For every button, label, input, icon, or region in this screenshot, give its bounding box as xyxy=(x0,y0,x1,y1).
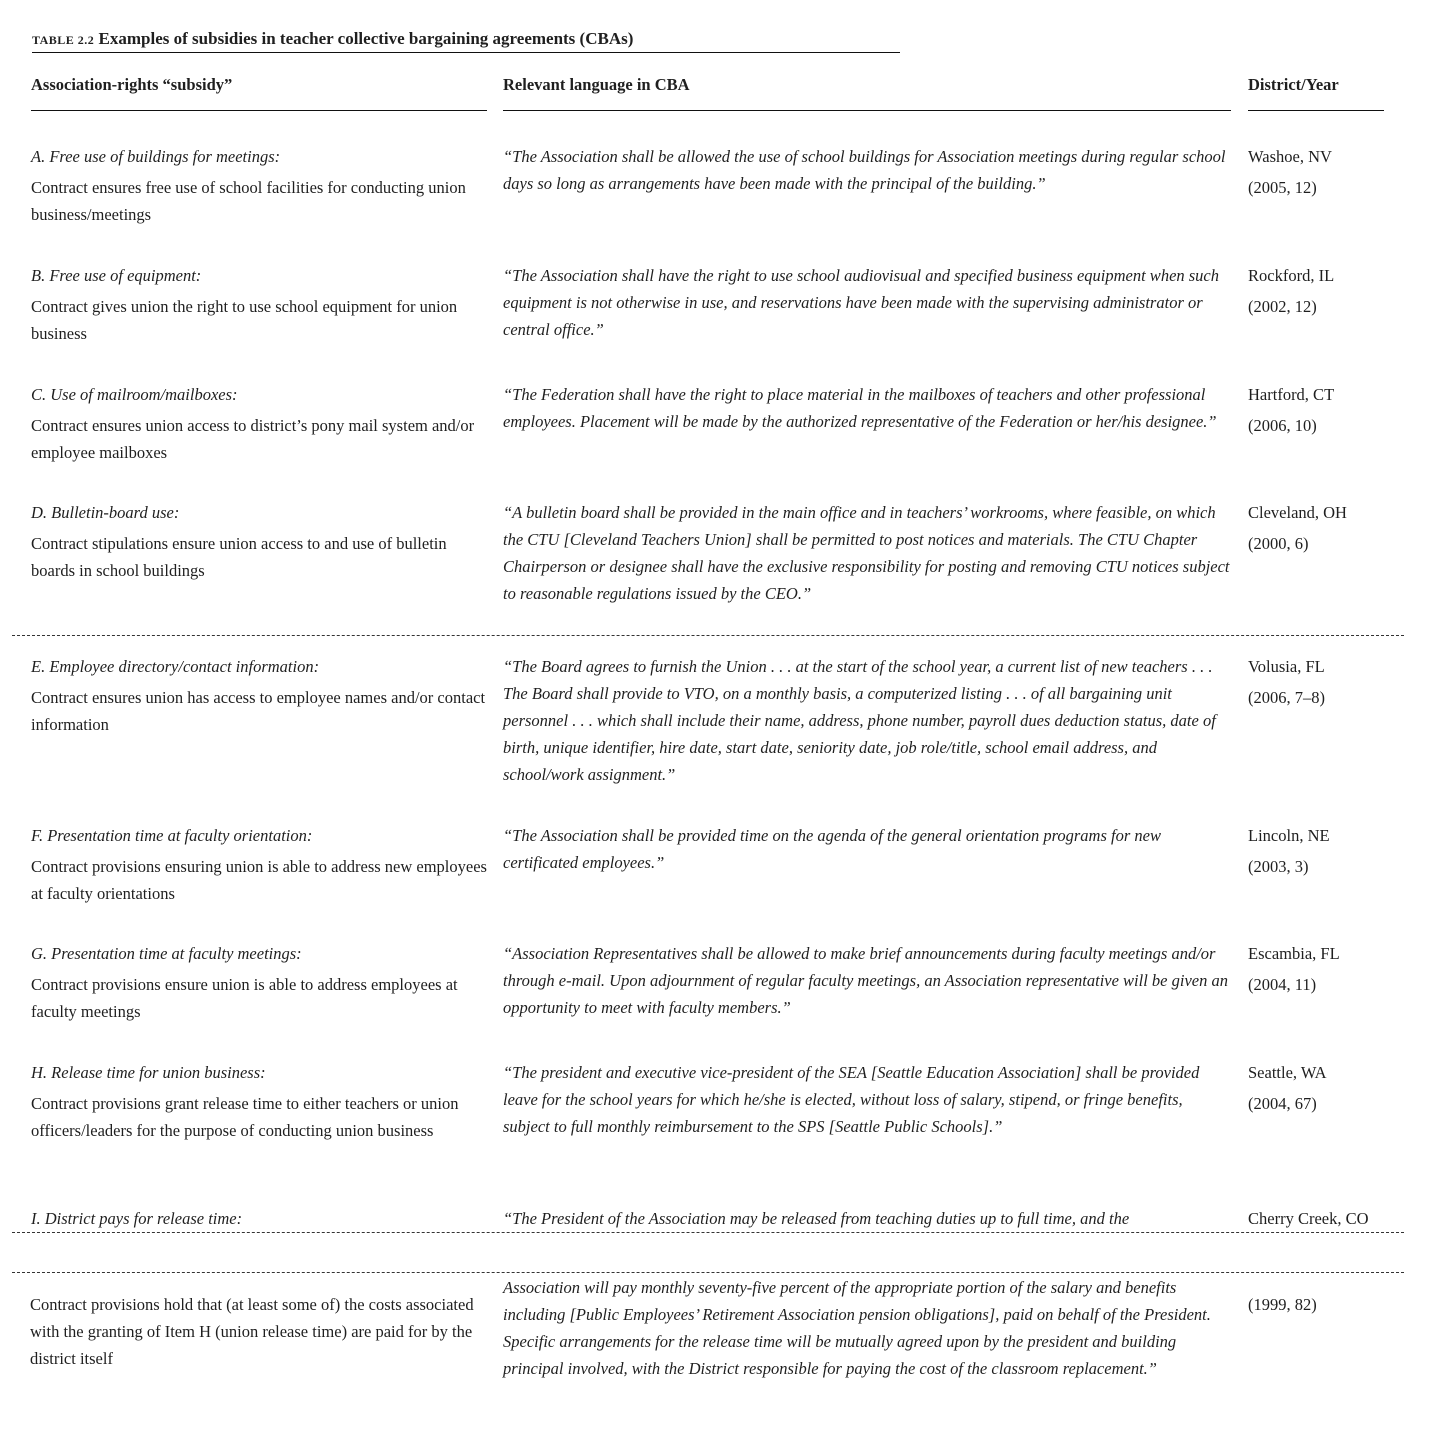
header-district xyxy=(1248,74,1384,111)
subsidy-title: I. District pays for release time: xyxy=(31,1209,243,1228)
table-caption: Examples of subsidies in teacher collective bargaining agreements (CBAs) xyxy=(98,29,634,48)
district: Washoe, NV xyxy=(1248,147,1332,166)
page-break-line xyxy=(12,1272,1404,1273)
year: (2004, 67) xyxy=(1248,1094,1317,1113)
cba-language: “A bulletin board shall be provided in the main office and in teachers’ workrooms, where feasible, on which the CTU [Cleveland Teachers Union] shall be permitted to post notices and materials. The CTU Chapter Chairperson or designee shall have the exclusive responsibility for posting and removing CTU notices subject to reasonable regulations issued by the CEO.” xyxy=(503,503,1230,603)
subsidy-title: H. Release time for union business: xyxy=(31,1063,266,1082)
subsidy-description: Contract ensures union access to district’s pony mail system and/or employee mailboxes xyxy=(31,416,475,462)
header-subsidy xyxy=(31,74,487,111)
district: Hartford, CT xyxy=(1248,385,1335,404)
district: Escambia, FL xyxy=(1248,944,1340,963)
page-break-line xyxy=(12,635,1404,636)
district: Seattle, WA xyxy=(1248,1063,1327,1082)
cba-language: “The Association shall be provided time on the agenda of the general orientation programs for new certificated employees.” xyxy=(503,826,1161,872)
district: Rockford, IL xyxy=(1248,266,1335,285)
year: (2005, 12) xyxy=(1248,178,1317,197)
subsidy-description: Contract provisions hold that (at least some of) the costs associated with the granting of Item H (union release time) are paid for by the district itself xyxy=(30,1295,474,1368)
header-subsidy-label: Association-rights “subsidy” xyxy=(31,75,233,94)
year: (1999, 82) xyxy=(1248,1295,1317,1314)
page-break-line xyxy=(12,1232,1404,1233)
subsidy-title: F. Presentation time at faculty orientation: xyxy=(31,826,313,845)
cba-language: “Association Representatives shall be allowed to make brief announcements during faculty meetings and/or through e-mail. Upon adjournment of regular faculty meetings, an Association representative will be given an opportunity to meet with faculty members.” xyxy=(503,944,1228,1017)
subsidy-title: C. Use of mailroom/mailboxes: xyxy=(31,385,238,404)
subsidy-description: Contract stipulations ensure union access to and use of bulletin boards in school buildings xyxy=(31,534,447,580)
subsidy-title: A. Free use of buildings for meetings: xyxy=(31,147,281,166)
cba-language: “The Board agrees to furnish the Union . . . at the start of the school year, a current list of new teachers . . . The Board shall provide to VTO, on a monthly basis, a computerized listing . . . of all bargaining unit personnel . . . which shall include their name, address, phone number, payroll dues deduction status, date of birth, unique identifier, hire date, start date, seniority date, job role/title, school email address, and school/work assignment.” xyxy=(503,657,1216,784)
year: (2003, 3) xyxy=(1248,857,1309,876)
subsidy-description: Contract gives union the right to use school equipment for union business xyxy=(31,297,458,343)
year: (2006, 7–8) xyxy=(1248,688,1325,707)
subsidy-description: Contract provisions ensuring union is able to address new employees at faculty orientations xyxy=(31,857,487,903)
subsidy-title: G. Presentation time at faculty meetings: xyxy=(31,944,302,963)
header-language-label: Relevant language in CBA xyxy=(503,75,690,94)
subsidy-title: D. Bulletin-board use: xyxy=(31,503,180,522)
district: Cleveland, OH xyxy=(1248,503,1347,522)
district: Lincoln, NE xyxy=(1248,826,1330,845)
cba-language: “The Federation shall have the right to place material in the mailboxes of teachers and other professional employees. Placement will be made by the authorized representative of the Federation or her/his designee.” xyxy=(503,385,1217,431)
table-label: TABLE 2.2 xyxy=(32,33,95,47)
cba-language: “The Association shall have the right to use school audiovisual and specified business equipment when such equipment is not otherwise in use, and reservations have been made with the supervising administrator or central office.” xyxy=(503,266,1220,339)
year: (2002, 12) xyxy=(1248,297,1317,316)
subsidy-title: B. Free use of equipment: xyxy=(31,266,202,285)
subsidy-description: Contract provisions grant release time to either teachers or union officers/leaders for the purpose of conducting union business xyxy=(31,1094,459,1140)
table-title xyxy=(32,26,900,53)
subsidy-title: E. Employee directory/contact information: xyxy=(31,657,320,676)
header-language xyxy=(503,74,1231,111)
header-district-label: District/Year xyxy=(1248,75,1339,94)
subsidy-description: Contract provisions ensure union is able to address employees at faculty meetings xyxy=(31,975,458,1021)
year: (2004, 11) xyxy=(1248,975,1317,994)
district: Volusia, FL xyxy=(1248,657,1325,676)
subsidy-description: Contract ensures free use of school facilities for conducting union business/meetings xyxy=(31,178,466,224)
cba-language-rest: Association will pay monthly seventy-five percent of the appropriate portion of the salary and benefits including [Public Employees’ Retirement Association pension obligations], paid on behalf of the President. Specific arrangements for the release time will be mutually agreed upon by the president and building principal involved, with the District responsible for paying the cost of the classroom replacement.” xyxy=(503,1278,1211,1378)
year: (2006, 10) xyxy=(1248,416,1317,435)
year: (2000, 6) xyxy=(1248,534,1309,553)
district: Cherry Creek, CO xyxy=(1248,1209,1369,1228)
subsidy-description: Contract ensures union has access to employee names and/or contact information xyxy=(31,688,486,734)
cba-language-start: “The President of the Association may be released from teaching duties up to full time, and the xyxy=(503,1209,1130,1228)
cba-language: “The president and executive vice-president of the SEA [Seattle Education Association] shall be provided leave for the school years for which he/she is elected, without loss of salary, stipend, or fringe benefits, subject to full monthly reimbursement to the SPS [Seattle Public Schools].” xyxy=(503,1063,1200,1136)
cba-language: “The Association shall be allowed the use of school buildings for Association meetings during regular school days so long as arrangements have been made with the principal of the building.” xyxy=(503,147,1226,193)
